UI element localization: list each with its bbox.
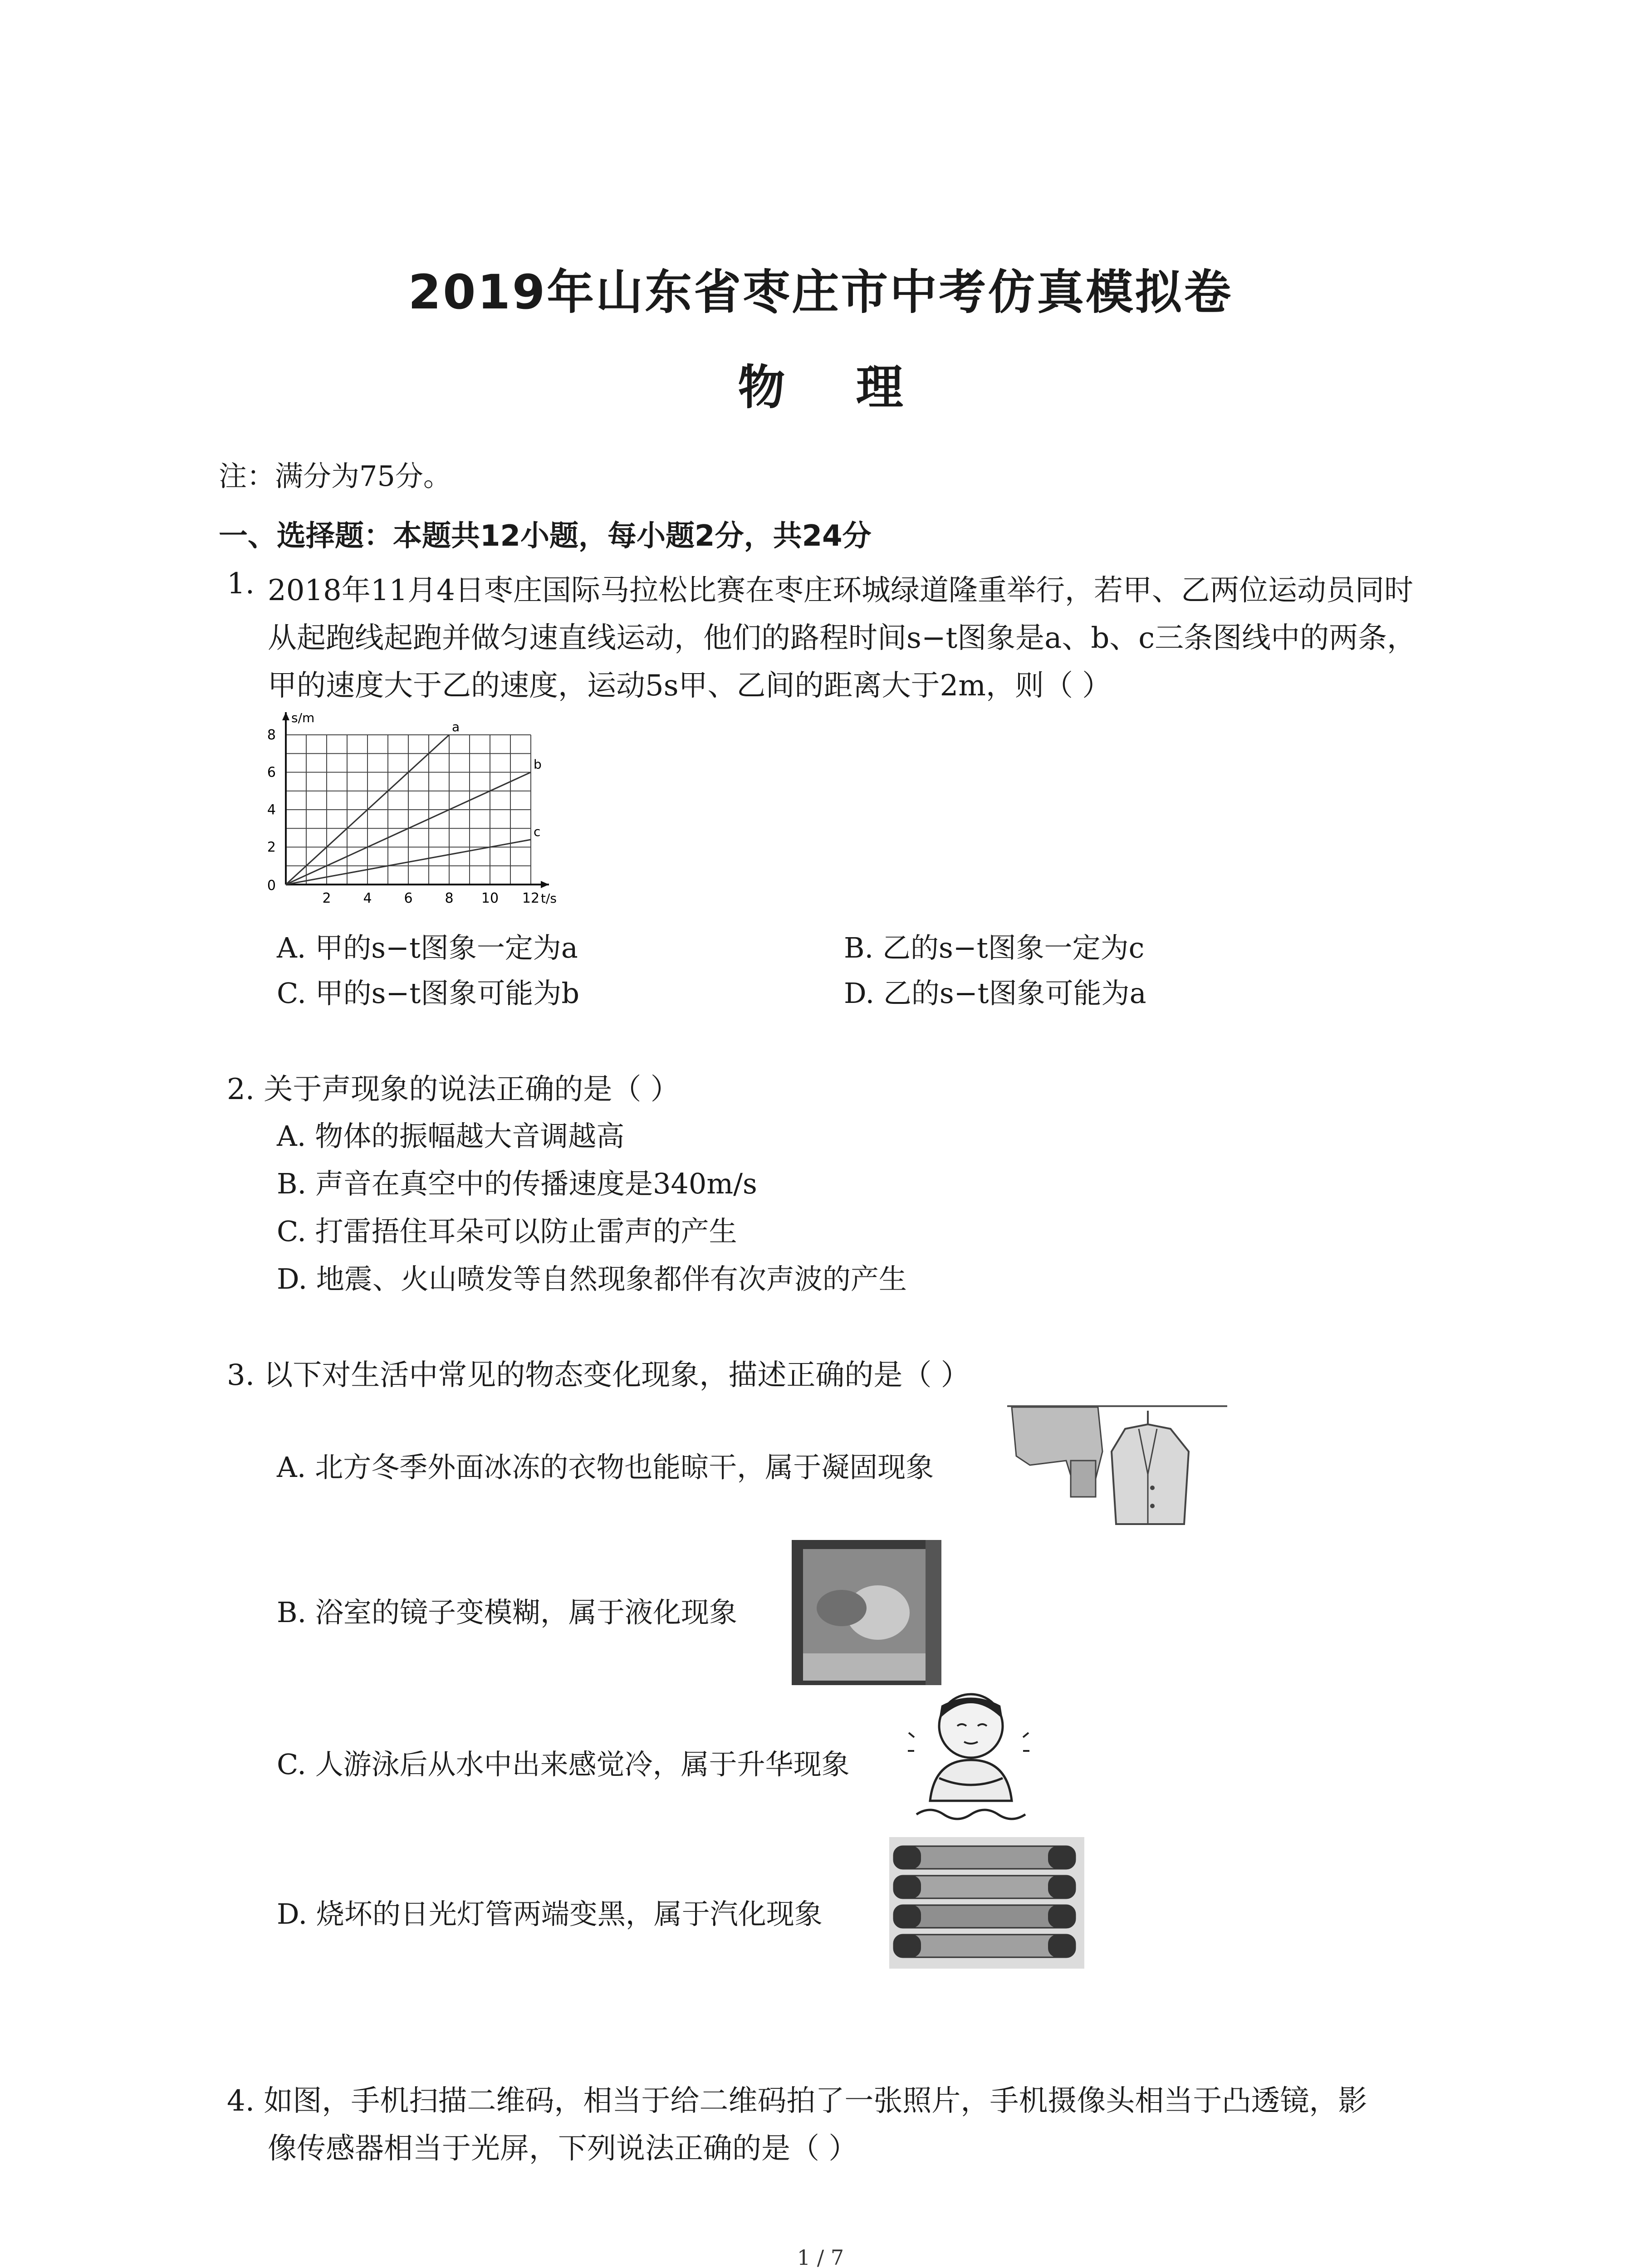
q4-line1: 4. 如图，手机扫描二维码，相当于给二维码拍了一张照片，手机摄像头相当于凸透镜，影 — [227, 2084, 1367, 2118]
q3-option-b[interactable]: B. 浴室的镜子变模糊，属于液化现象 — [277, 1596, 737, 1629]
x-tick-label: 2 — [322, 890, 331, 906]
q4-line2: 像传感器相当于光屏，下列说法正确的是（ ） — [268, 2132, 858, 2165]
subject-title: 物 理 — [738, 360, 931, 415]
foggy-mirror-image — [792, 1540, 941, 1685]
q1-line2: 从起跑线起跑并做匀速直线运动，他们的路程时间s−t图象是a、b、c三条图线中的两条， — [268, 621, 1416, 655]
page-number: 1 / 7 — [797, 2245, 844, 2268]
fluorescent-tubes-image — [889, 1837, 1084, 1969]
q2-option-b[interactable]: B. 声音在真空中的传播速度是340m/s — [277, 1167, 757, 1200]
series-label-c: c — [534, 824, 541, 839]
origin-label: 0 — [267, 878, 276, 894]
cold-swimmer-image — [907, 1687, 1039, 1833]
x-tick-label: 4 — [363, 890, 372, 906]
series-label-b: b — [534, 757, 542, 772]
q3-option-a[interactable]: A. 北方冬季外面冰冻的衣物也能晾干，属于凝固现象 — [277, 1451, 934, 1484]
q2-option-a[interactable]: A. 物体的振幅越大音调越高 — [277, 1119, 625, 1153]
series-label-a: a — [452, 719, 460, 734]
q1-option-b[interactable]: B. 乙的s−t图象一定为c — [844, 931, 1145, 964]
x-tick-label: 10 — [481, 890, 499, 906]
y-tick-label: 2 — [267, 839, 276, 855]
q1-option-d[interactable]: D. 乙的s−t图象可能为a — [844, 977, 1146, 1010]
x-axis-arrow — [541, 881, 549, 888]
y-tick-label: 6 — [267, 764, 276, 781]
x-tick-label: 12 — [522, 890, 540, 906]
x-tick-label: 8 — [445, 890, 454, 906]
y-tick-label: 8 — [267, 727, 276, 743]
q3-option-d[interactable]: D. 烧坏的日光灯管两端变黑，属于汽化现象 — [277, 1897, 823, 1931]
exam-title: 2019年山东省枣庄市中考仿真模拟卷 — [408, 264, 1233, 320]
y-axis-arrow — [282, 712, 289, 720]
q2-stem: 2. 关于声现象的说法正确的是（ ） — [227, 1073, 680, 1106]
q2-option-d[interactable]: D. 地震、火山喷发等自然现象都伴有次声波的产生 — [277, 1262, 907, 1295]
y-tick-label: 4 — [267, 802, 276, 818]
frozen-clothes-image — [1003, 1393, 1230, 1538]
q1-line3: 甲的速度大于乙的速度，运动5s甲、乙间的距离大于2m，则（ ） — [268, 669, 1112, 703]
q3-stem: 3. 以下对生活中常见的物态变化现象，描述正确的是（ ） — [227, 1359, 970, 1392]
q1-line1: 2018年11月4日枣庄国际马拉松比赛在枣庄环城绿道隆重举行，若甲、乙两位运动员同时 — [268, 574, 1414, 607]
y-axis-label: s/m — [291, 710, 315, 725]
q1-number: 1. — [227, 567, 255, 601]
q2-option-c[interactable]: C. 打雷捂住耳朵可以防止雷声的产生 — [277, 1215, 737, 1248]
score-note: 注：满分为75分。 — [219, 459, 451, 493]
x-tick-label: 6 — [404, 890, 413, 906]
q1-st-graph — [254, 708, 572, 921]
q1-option-a[interactable]: A. 甲的s−t图象一定为a — [277, 931, 578, 964]
q1-option-c[interactable]: C. 甲的s−t图象可能为b — [277, 977, 580, 1010]
q3-option-c[interactable]: C. 人游泳后从水中出来感觉冷，属于升华现象 — [277, 1748, 850, 1781]
section-heading: 一、选择题：本题共12小题，每小题2分，共24分 — [219, 519, 872, 553]
x-axis-label: t/s — [541, 891, 557, 906]
